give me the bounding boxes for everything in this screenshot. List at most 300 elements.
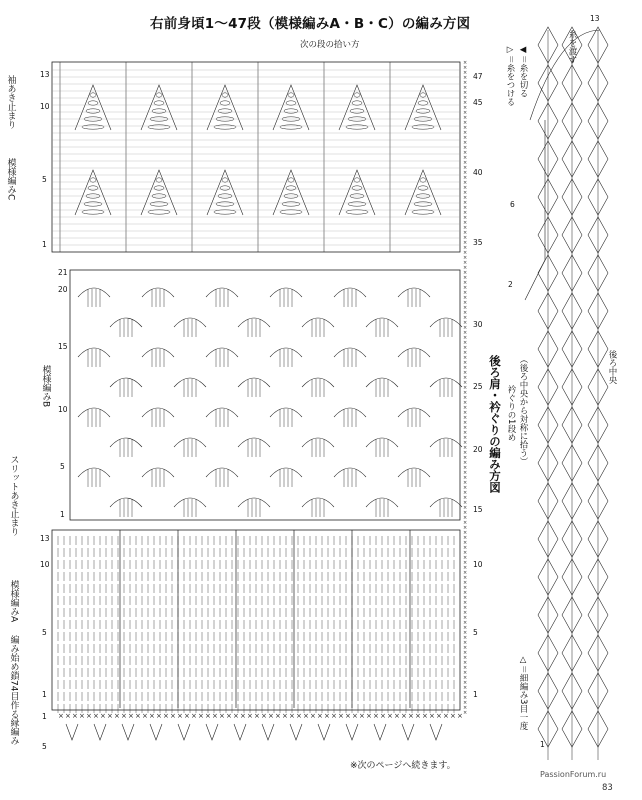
edge-x-mark: × xyxy=(296,712,302,720)
edge-shell xyxy=(178,724,190,740)
label-pattern-b: 模様編みB xyxy=(40,365,51,408)
edge-shell xyxy=(430,724,442,740)
label-edge: 縁編み xyxy=(8,718,19,745)
right-x-mark: × xyxy=(463,130,468,136)
c-fan-motif xyxy=(75,85,111,130)
b-arch xyxy=(238,378,270,387)
b-arch xyxy=(270,408,302,417)
b-arch xyxy=(398,348,430,357)
c-fan-motif xyxy=(339,85,375,130)
legend-attach: ▷＝糸をつける xyxy=(505,45,515,107)
edge-x-mark: × xyxy=(114,712,120,720)
right-x-mark: × xyxy=(463,695,468,701)
right-x-mark: × xyxy=(463,515,468,521)
right-x-mark: × xyxy=(463,635,468,641)
b-arch xyxy=(174,498,206,507)
right-x-mark: × xyxy=(463,300,468,306)
c-shell-stitch xyxy=(222,93,228,97)
edge-x-mark: × xyxy=(72,712,78,720)
edge-x-mark: × xyxy=(387,712,393,720)
fine-note: △＝細編み3目一度 xyxy=(518,655,528,730)
marker-13: 13 xyxy=(590,14,600,23)
right-x-mark: × xyxy=(463,535,468,541)
c-shell-stitch xyxy=(350,109,364,113)
right-x-mark: × xyxy=(463,365,468,371)
right-x-mark: × xyxy=(463,470,468,476)
c-fan-motif xyxy=(339,170,375,215)
row-a-13: 13 xyxy=(40,534,50,543)
right-x-mark: × xyxy=(463,405,468,411)
b-arch xyxy=(238,318,270,327)
b-arch xyxy=(398,408,430,417)
legend-cut: ◀＝糸を切る xyxy=(518,45,528,98)
right-x-mark: × xyxy=(463,705,468,711)
b-arch xyxy=(430,318,462,327)
b-arch xyxy=(78,288,110,297)
right-x-mark: × xyxy=(463,390,468,396)
right-x-mark: × xyxy=(463,245,468,251)
edge-x-mark: × xyxy=(212,712,218,720)
edge-x-mark: × xyxy=(240,712,246,720)
row-r-40: 40 xyxy=(473,168,483,177)
c-fan-motif xyxy=(405,85,441,130)
b-arch xyxy=(110,438,142,447)
b-arch xyxy=(78,468,110,477)
leave-yarn-label: 糸を渡す xyxy=(567,30,577,64)
edge-x-mark: × xyxy=(65,712,71,720)
right-x-mark: × xyxy=(463,570,468,576)
right-x-mark: × xyxy=(463,645,468,651)
row-b-10: 10 xyxy=(58,405,68,414)
c-shell-stitch xyxy=(346,210,368,214)
right-x-mark: × xyxy=(463,90,468,96)
edge-shell xyxy=(346,724,358,740)
label-cast-on: 編み始め鎖74目作る xyxy=(8,635,19,719)
c-fan-motif xyxy=(141,85,177,130)
right-x-mark: × xyxy=(463,225,468,231)
right-x-mark: × xyxy=(463,115,468,121)
right-x-mark: × xyxy=(463,205,468,211)
b-arch xyxy=(398,288,430,297)
right-x-mark: × xyxy=(463,595,468,601)
right-x-mark: × xyxy=(463,565,468,571)
right-x-mark: × xyxy=(463,190,468,196)
b-arch xyxy=(206,288,238,297)
right-x-mark: × xyxy=(463,320,468,326)
back-center-label: 後ろ中央 xyxy=(607,350,617,384)
c-shell-stitch xyxy=(84,202,102,206)
right-x-mark: × xyxy=(463,620,468,626)
b-arch xyxy=(270,468,302,477)
edge-x-mark: × xyxy=(184,712,190,720)
right-x-mark: × xyxy=(463,685,468,691)
right-x-mark: × xyxy=(463,255,468,261)
c-shell-stitch xyxy=(86,109,100,113)
c-shell-stitch xyxy=(82,210,104,214)
b-arch xyxy=(142,348,174,357)
c-shell-stitch xyxy=(152,109,166,113)
c-shell-stitch xyxy=(90,93,96,97)
pattern-c-frame xyxy=(52,62,460,252)
c-shell-stitch xyxy=(412,210,434,214)
right-x-mark: × xyxy=(463,360,468,366)
right-x-mark: × xyxy=(463,580,468,586)
right-x-mark: × xyxy=(463,465,468,471)
c-shell-stitch xyxy=(288,178,294,182)
right-x-mark: × xyxy=(463,500,468,506)
row-r-47: 47 xyxy=(473,72,483,81)
edge-shell xyxy=(122,724,134,740)
right-x-mark: × xyxy=(463,375,468,381)
b-arch xyxy=(366,498,398,507)
right-x-mark: × xyxy=(463,425,468,431)
watermark: PassionForum.ru xyxy=(540,770,607,779)
c-shell-stitch xyxy=(222,178,228,182)
right-x-mark: × xyxy=(463,60,468,66)
right-x-mark: × xyxy=(463,70,468,76)
row-r-20: 20 xyxy=(473,445,483,454)
c-shell-stitch xyxy=(214,210,236,214)
right-x-mark: × xyxy=(463,135,468,141)
right-x-mark: × xyxy=(463,545,468,551)
c-shell-stitch xyxy=(90,178,96,182)
c-shell-stitch xyxy=(216,202,234,206)
b-arch xyxy=(334,468,366,477)
right-x-mark: × xyxy=(463,385,468,391)
right-x-mark: × xyxy=(463,640,468,646)
c-shell-stitch xyxy=(218,109,232,113)
c-shell-stitch xyxy=(286,186,296,190)
right-x-mark: × xyxy=(463,165,468,171)
edge-x-mark: × xyxy=(121,712,127,720)
edge-x-mark: × xyxy=(93,712,99,720)
right-x-mark: × xyxy=(463,355,468,361)
edge-x-mark: × xyxy=(282,712,288,720)
c-shell-stitch xyxy=(156,178,162,182)
edge-x-mark: × xyxy=(275,712,281,720)
row-a-1: 1 xyxy=(42,690,47,699)
c-shell-stitch xyxy=(288,93,294,97)
edge-x-mark: × xyxy=(366,712,372,720)
row-r-25: 25 xyxy=(473,382,483,391)
row-b-1: 1 xyxy=(60,510,65,519)
edge-shell xyxy=(206,724,218,740)
row-r-35: 35 xyxy=(473,238,483,247)
b-arch xyxy=(110,378,142,387)
b-arch xyxy=(334,408,366,417)
edge-x-mark: × xyxy=(79,712,85,720)
right-x-mark: × xyxy=(463,110,468,116)
edge-x-mark: × xyxy=(422,712,428,720)
c-shell-stitch xyxy=(284,109,298,113)
edge-x-mark: × xyxy=(373,712,379,720)
right-x-mark: × xyxy=(463,490,468,496)
right-x-mark: × xyxy=(463,460,468,466)
edge-shell xyxy=(66,724,78,740)
right-x-mark: × xyxy=(463,505,468,511)
right-x-mark: × xyxy=(463,175,468,181)
edge-x-mark: × xyxy=(443,712,449,720)
right-x-mark: × xyxy=(463,120,468,126)
right-x-mark: × xyxy=(463,485,468,491)
right-x-mark: × xyxy=(463,540,468,546)
b-arch xyxy=(206,348,238,357)
right-x-mark: × xyxy=(463,295,468,301)
c-shell-stitch xyxy=(354,178,360,182)
edge-x-mark: × xyxy=(58,712,64,720)
right-x-mark: × xyxy=(463,195,468,201)
edge-x-mark: × xyxy=(100,712,106,720)
edge-x-mark: × xyxy=(436,712,442,720)
right-x-mark: × xyxy=(463,710,468,716)
c-fan-motif xyxy=(75,170,111,215)
row-r-30: 30 xyxy=(473,320,483,329)
c-shell-stitch xyxy=(354,93,360,97)
c-shell-stitch xyxy=(420,178,426,182)
row-c-5: 5 xyxy=(42,175,47,184)
row-edge-1: 1 xyxy=(42,712,47,721)
right-x-mark: × xyxy=(463,180,468,186)
edge-shell xyxy=(94,724,106,740)
right-x-mark: × xyxy=(463,665,468,671)
b-arch xyxy=(302,498,334,507)
edge-x-mark: × xyxy=(408,712,414,720)
edge-x-mark: × xyxy=(261,712,267,720)
edge-x-mark: × xyxy=(268,712,274,720)
right-x-mark: × xyxy=(463,340,468,346)
edge-x-mark: × xyxy=(289,712,295,720)
edge-x-mark: × xyxy=(135,712,141,720)
b-arch xyxy=(110,498,142,507)
edge-x-mark: × xyxy=(345,712,351,720)
right-x-mark: × xyxy=(463,560,468,566)
row-b-20: 20 xyxy=(58,285,68,294)
pattern-b-frame xyxy=(70,270,460,520)
c-shell-stitch xyxy=(418,101,428,105)
right-x-mark: × xyxy=(463,155,468,161)
right-x-mark: × xyxy=(463,290,468,296)
edge-x-mark: × xyxy=(394,712,400,720)
edge-shell xyxy=(262,724,274,740)
row-a-5: 5 xyxy=(42,628,47,637)
c-fan-motif xyxy=(405,170,441,215)
right-x-mark: × xyxy=(463,395,468,401)
c-shell-stitch xyxy=(82,125,104,129)
c-shell-stitch xyxy=(148,210,170,214)
edge-x-mark: × xyxy=(107,712,113,720)
c-shell-stitch xyxy=(148,125,170,129)
edge-x-mark: × xyxy=(317,712,323,720)
edge-x-mark: × xyxy=(303,712,309,720)
edge-x-mark: × xyxy=(324,712,330,720)
label-slit-stop: スリットあき止まり xyxy=(8,455,19,536)
right-x-mark: × xyxy=(463,230,468,236)
right-x-mark: × xyxy=(463,675,468,681)
right-x-mark: × xyxy=(463,160,468,166)
pickup-note: 次の段の拾い方 xyxy=(300,40,360,50)
right-x-mark: × xyxy=(463,625,468,631)
b-arch xyxy=(398,468,430,477)
panel-neck-curve xyxy=(525,120,545,300)
row-r-5: 5 xyxy=(473,628,478,637)
edge-shell xyxy=(290,724,302,740)
edge-x-mark: × xyxy=(149,712,155,720)
b-arch xyxy=(174,438,206,447)
right-x-mark: × xyxy=(463,510,468,516)
right-x-mark: × xyxy=(463,270,468,276)
continued-note: ※次のページへ続きます。 xyxy=(350,761,456,771)
right-x-mark: × xyxy=(463,335,468,341)
edge-x-mark: × xyxy=(142,712,148,720)
right-x-mark: × xyxy=(463,325,468,331)
row-r-15: 15 xyxy=(473,505,483,514)
right-x-mark: × xyxy=(463,690,468,696)
right-x-mark: × xyxy=(463,235,468,241)
edge-x-mark: × xyxy=(415,712,421,720)
panel-shoulder-curve xyxy=(530,30,600,120)
right-x-mark: × xyxy=(463,345,468,351)
label-pattern-a: 模様編みA xyxy=(8,580,19,623)
right-x-mark: × xyxy=(463,150,468,156)
b-arch xyxy=(206,468,238,477)
right-x-mark: × xyxy=(463,440,468,446)
page-number: 83 xyxy=(602,783,613,793)
right-x-mark: × xyxy=(463,415,468,421)
right-panel-note2: （後ろ中央から対称に拾う） xyxy=(518,355,528,466)
right-x-mark: × xyxy=(463,275,468,281)
c-fan-motif xyxy=(273,170,309,215)
c-shell-stitch xyxy=(286,101,296,105)
right-x-mark: × xyxy=(463,445,468,451)
right-x-mark: × xyxy=(463,630,468,636)
right-x-mark: × xyxy=(463,140,468,146)
right-x-mark: × xyxy=(463,430,468,436)
right-x-mark: × xyxy=(463,475,468,481)
right-x-mark: × xyxy=(463,330,468,336)
c-shell-stitch xyxy=(150,202,168,206)
row-edge-5: 5 xyxy=(42,742,47,751)
edge-x-mark: × xyxy=(191,712,197,720)
b-arch xyxy=(334,288,366,297)
right-x-mark: × xyxy=(463,700,468,706)
edge-x-mark: × xyxy=(331,712,337,720)
row-b-21: 21 xyxy=(58,268,68,277)
right-x-mark: × xyxy=(463,105,468,111)
b-arch xyxy=(78,408,110,417)
c-shell-stitch xyxy=(412,125,434,129)
right-x-mark: × xyxy=(463,350,468,356)
edge-shell xyxy=(402,724,414,740)
right-panel-note1: 衿ぐりの1段め xyxy=(506,385,516,442)
edge-x-mark: × xyxy=(457,712,463,720)
edge-x-mark: × xyxy=(219,712,225,720)
c-shell-stitch xyxy=(156,93,162,97)
b-arch xyxy=(142,468,174,477)
right-x-mark: × xyxy=(463,400,468,406)
right-x-mark: × xyxy=(463,285,468,291)
c-shell-stitch xyxy=(418,186,428,190)
edge-x-mark: × xyxy=(338,712,344,720)
right-x-mark: × xyxy=(463,315,468,321)
b-arch xyxy=(366,378,398,387)
c-fan-motif xyxy=(141,170,177,215)
right-x-mark: × xyxy=(463,85,468,91)
b-arch xyxy=(206,408,238,417)
right-x-mark: × xyxy=(463,530,468,536)
c-shell-stitch xyxy=(280,210,302,214)
right-x-mark: × xyxy=(463,65,468,71)
c-shell-stitch xyxy=(88,186,98,190)
right-x-mark: × xyxy=(463,305,468,311)
c-shell-stitch xyxy=(154,101,164,105)
right-x-mark: × xyxy=(463,170,468,176)
right-x-mark: × xyxy=(463,265,468,271)
edge-x-mark: × xyxy=(163,712,169,720)
b-arch xyxy=(142,288,174,297)
row-r-45: 45 xyxy=(473,98,483,107)
row-c-13: 13 xyxy=(40,70,50,79)
b-arch xyxy=(366,438,398,447)
b-arch xyxy=(366,318,398,327)
c-shell-stitch xyxy=(348,202,366,206)
c-shell-stitch xyxy=(414,202,432,206)
right-x-mark: × xyxy=(463,80,468,86)
b-arch xyxy=(430,438,462,447)
right-x-mark: × xyxy=(463,250,468,256)
b-arch xyxy=(174,318,206,327)
c-shell-stitch xyxy=(88,101,98,105)
right-x-mark: × xyxy=(463,310,468,316)
right-x-mark: × xyxy=(463,380,468,386)
row-r-1: 1 xyxy=(473,690,478,699)
right-x-mark: × xyxy=(463,240,468,246)
right-x-mark: × xyxy=(463,370,468,376)
right-x-mark: × xyxy=(463,655,468,661)
right-x-mark: × xyxy=(463,420,468,426)
b-arch xyxy=(302,318,334,327)
row-a-10: 10 xyxy=(40,560,50,569)
page-title: 右前身頃1～47段（模様編みA・B・C）の編み方図 xyxy=(150,16,471,32)
edge-x-mark: × xyxy=(247,712,253,720)
right-x-mark: × xyxy=(463,200,468,206)
c-shell-stitch xyxy=(214,125,236,129)
right-x-mark: × xyxy=(463,615,468,621)
right-x-mark: × xyxy=(463,590,468,596)
right-x-mark: × xyxy=(463,585,468,591)
b-arch xyxy=(238,438,270,447)
right-x-mark: × xyxy=(463,450,468,456)
edge-x-mark: × xyxy=(156,712,162,720)
row-c-10: 10 xyxy=(40,102,50,111)
right-x-mark: × xyxy=(463,495,468,501)
row-c-1: 1 xyxy=(42,240,47,249)
right-x-mark: × xyxy=(463,520,468,526)
b-arch xyxy=(270,288,302,297)
c-fan-motif xyxy=(273,85,309,130)
right-x-mark: × xyxy=(463,125,468,131)
row-b-5: 5 xyxy=(60,462,65,471)
b-arch xyxy=(174,378,206,387)
row-b-15: 15 xyxy=(58,342,68,351)
edge-x-mark: × xyxy=(198,712,204,720)
right-x-mark: × xyxy=(463,480,468,486)
b-arch xyxy=(270,348,302,357)
edge-x-mark: × xyxy=(177,712,183,720)
c-shell-stitch xyxy=(420,93,426,97)
edge-shell xyxy=(374,724,386,740)
b-arch xyxy=(142,408,174,417)
b-arch xyxy=(430,378,462,387)
